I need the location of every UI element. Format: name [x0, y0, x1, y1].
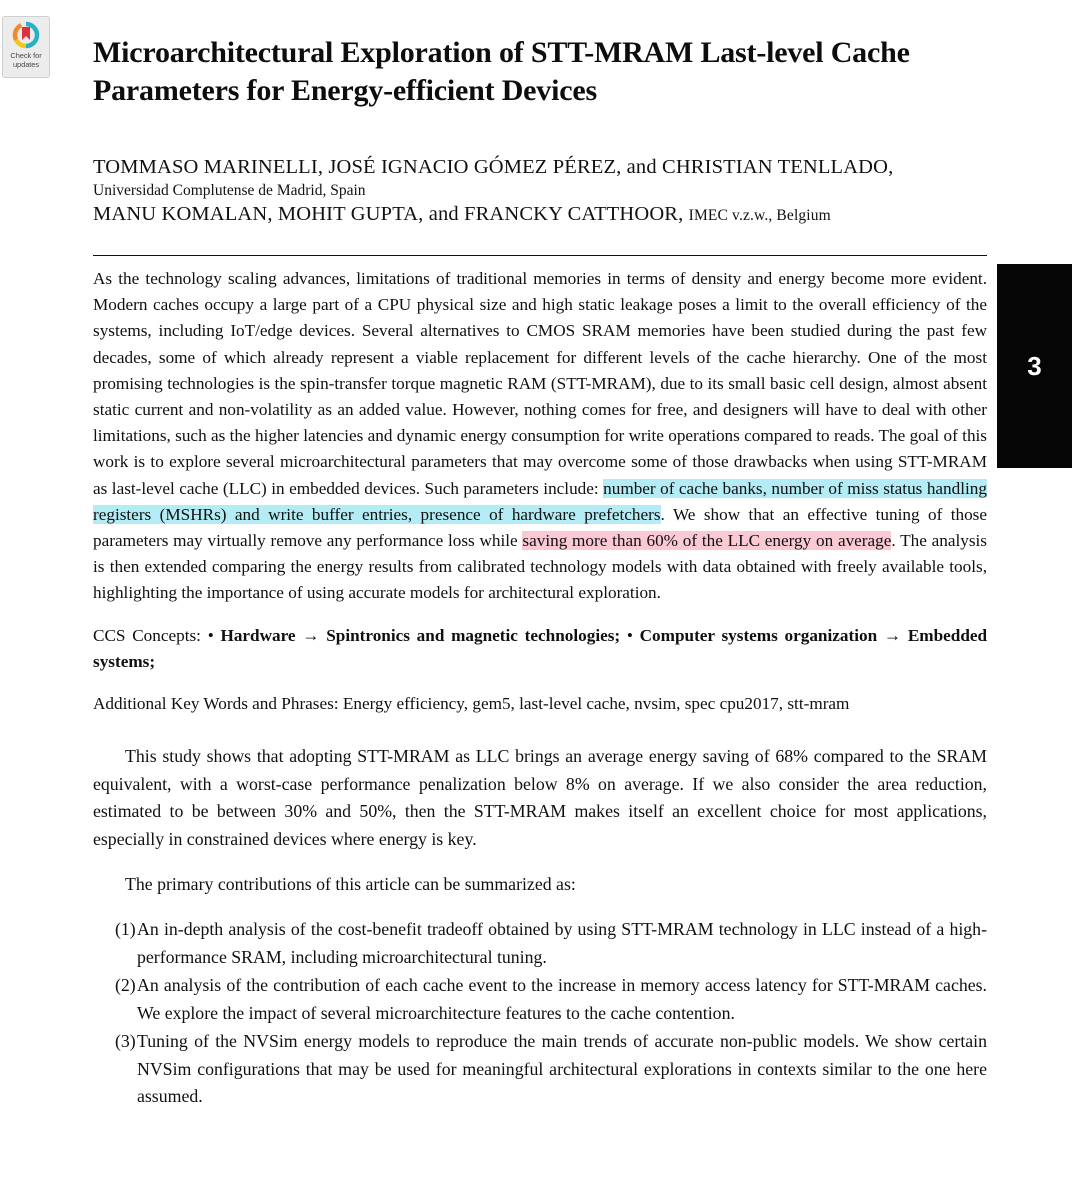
- author-block: [93, 155, 987, 228]
- page-number: 3: [1027, 350, 1042, 381]
- author-line-2: [93, 202, 987, 228]
- abstract-highlight-pink: saving more than 60% of the LLC energy on average: [522, 531, 892, 551]
- affiliation-2: IMEC v.z.w., Belgium: [688, 207, 831, 224]
- crossmark-badge[interactable]: [2, 16, 50, 78]
- crossmark-logo-icon: [11, 20, 41, 50]
- list-item-number: (3): [115, 1031, 136, 1052]
- list-item-number: (2): [115, 975, 136, 996]
- ccs-bullet-2: •: [626, 625, 633, 645]
- abstract-part-1: As the technology scaling advances, limitations of traditional memories in terms of density and energy become more evident. Modern caches occupy a large part of a CPU physical size and high static leakage poses a limit to the overall efficiency of the systems, including IoT/edge devices. Several alternatives to CMOS SRAM memories have been studied during the past few decades, some of which already represent a viable replacement for different levels of the cache hierarchy. One of the most promising technologies is the spin-transfer torque magnetic RAM (STT-MRAM), due to its small basic cell design, almost absent static current and non-volatility as an added value. However, nothing comes for free, and designers will have to deal with other limitations, such as the higher latencies and dynamic energy consumption for write operations compared to reads. The goal of this work is to explore several microarchitectural parameters that may overcome some of those drawbacks when using STT-MRAM as last-level cache (LLC) in embedded devices. Such parameters include:: [93, 269, 987, 498]
- contributions-list: [93, 916, 987, 1111]
- ccs-concept-2-head: Computer systems organization: [639, 625, 878, 645]
- abstract-highlight-cyan: number of cache banks, number of miss status handling registers (MSHRs) and write buffer entries, presence of hardware prefetchers: [93, 478, 987, 524]
- list-item: [93, 972, 987, 1027]
- list-item-number: (1): [115, 919, 136, 940]
- ccs-label: CCS Concepts:: [93, 625, 201, 645]
- abstract-part-3: . The analysis is then extended comparing the energy results from calibrated technology models with data obtained with freely available tools, highlighting the importance of using accurate models for architectural exploration.: [93, 531, 987, 603]
- abstract-divider: [93, 255, 987, 256]
- list-item-text: An in-depth analysis of the cost-benefit tradeoff obtained by using STT-MRAM technology in LLC instead of a high-performance SRAM, including microarchitectural tuning.: [137, 919, 987, 967]
- ccs-concept-2-tail: Embedded systems;: [93, 625, 988, 671]
- keywords: [93, 691, 987, 717]
- author-line-1: [93, 155, 987, 180]
- keywords-label: Additional Key Words and Phrases:: [93, 694, 339, 714]
- list-item: [93, 916, 987, 971]
- page-title: Microarchitectural Exploration of STT-MRAM Last-level Cache Parameters for Energy-efficient Devices: [93, 36, 910, 107]
- keywords-values: Energy efficiency, gem5, last-level cache, nvsim, spec cpu2017, stt-mram: [342, 694, 850, 714]
- list-item: [93, 1028, 987, 1111]
- ccs-bullet-1: •: [207, 625, 214, 645]
- ccs-concept-1-tail: Spintronics and magnetic technologies;: [326, 625, 621, 645]
- ccs-concepts: [93, 623, 987, 675]
- crossmark-label-line1: Check for: [10, 51, 42, 60]
- list-item-text: Tuning of the NVSim energy models to reproduce the main trends of accurate non-public models. We show certain NVSim configurations that may be used for meaningful architectural explorations in contexts similar to the one here assumed.: [137, 1031, 987, 1107]
- crossmark-label: [10, 51, 41, 69]
- ccs-arrow-2: →: [883, 625, 902, 645]
- paper-content: [93, 0, 987, 1111]
- affiliation-1: Universidad Complutense de Madrid, Spain: [93, 182, 366, 199]
- ccs-concept-1-head: Hardware: [220, 625, 296, 645]
- abstract: [93, 266, 987, 607]
- page-number-tab: [997, 264, 1072, 468]
- crossmark-label-line2: updates: [12, 60, 39, 69]
- author-names-2: MANU KOMALAN, MOHIT GUPTA, and FRANCKY CATTHOOR,: [93, 203, 684, 225]
- summary-paragraph: This study shows that adopting STT-MRAM as LLC brings an average energy saving of 68% compared to the SRAM equivalent, with a worst-case performance penalization below 8% on average. If we also consider the area reduction, estimated to be between 30% and 50%, then the STT-MRAM makes itself an excellent choice for most applications, especially in constrained devices where energy is key.: [93, 746, 987, 849]
- ccs-arrow-1: →: [302, 625, 320, 645]
- abstract-part-2: . We show that an effective tuning of those parameters may virtually remove any performance loss while: [93, 504, 987, 551]
- list-item-text: An analysis of the contribution of each cache event to the increase in memory access latency for STT-MRAM caches. We explore the impact of several microarchitecture features to the cache contention.: [137, 975, 987, 1023]
- contributions-intro: The primary contributions of this article can be summarized as:: [125, 874, 576, 895]
- author-names-1: TOMMASO MARINELLI, JOSÉ IGNACIO GÓMEZ PÉREZ, and CHRISTIAN TENLLADO,: [93, 156, 894, 178]
